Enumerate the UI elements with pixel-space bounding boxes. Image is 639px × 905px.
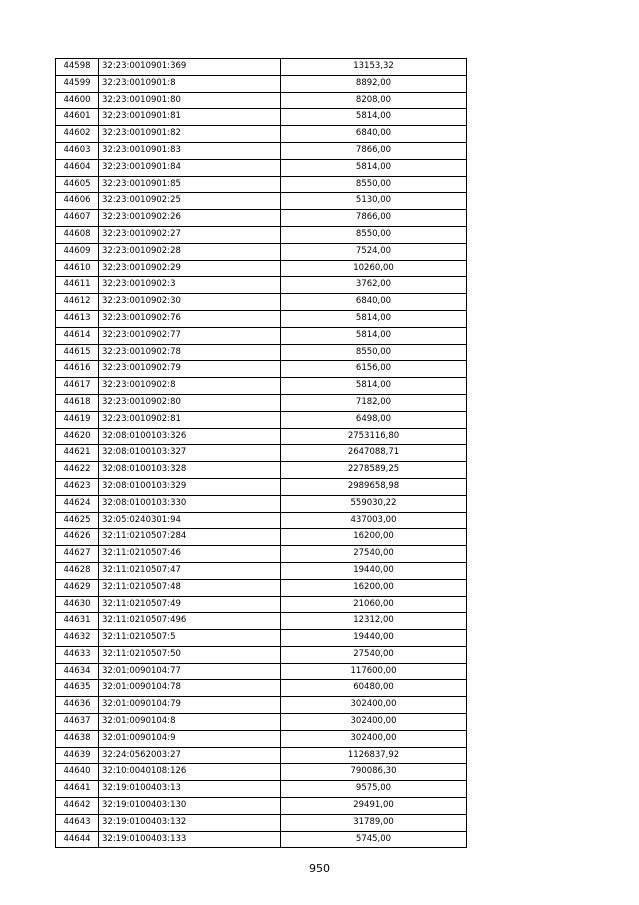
row-number-cell: 44612: [56, 294, 99, 311]
cadastral-value-cell: 790086,30: [281, 764, 467, 781]
cadastral-value-cell: 6840,00: [281, 126, 467, 143]
table-row: [56, 344, 467, 361]
cadastral-number-cell: 32:23:0010901:85: [99, 176, 281, 193]
row-number-cell: 44640: [56, 764, 99, 781]
cadastral-number-cell: 32:19:0100403:133: [99, 831, 281, 848]
cadastral-number-cell: 32:19:0100403:13: [99, 781, 281, 798]
table-row: [56, 378, 467, 395]
row-number-cell: 44625: [56, 512, 99, 529]
row-number-cell: 44643: [56, 814, 99, 831]
cadastral-value-cell: 2989658,98: [281, 478, 467, 495]
cadastral-number-cell: 32:23:0010902:81: [99, 411, 281, 428]
cadastral-value-cell: 302400,00: [281, 697, 467, 714]
table-row: [56, 596, 467, 613]
table-row: [56, 764, 467, 781]
row-number-cell: 44611: [56, 277, 99, 294]
table-row: [56, 210, 467, 227]
cadastral-number-cell: 32:23:0010901:80: [99, 92, 281, 109]
cadastral-number-cell: 32:11:0210507:50: [99, 646, 281, 663]
cadastral-value-cell: 8550,00: [281, 344, 467, 361]
table-row: [56, 680, 467, 697]
table-row: [56, 663, 467, 680]
cadastral-number-cell: 32:01:0090104:78: [99, 680, 281, 697]
table-row: [56, 730, 467, 747]
cadastral-number-cell: 32:23:0010902:8: [99, 378, 281, 395]
cadastral-number-cell: 32:23:0010901:8: [99, 75, 281, 92]
table-row: [56, 529, 467, 546]
table-row: [56, 562, 467, 579]
table-row: [56, 462, 467, 479]
table-row: [56, 294, 467, 311]
cadastral-number-cell: 32:23:0010902:30: [99, 294, 281, 311]
row-number-cell: 44617: [56, 378, 99, 395]
row-number-cell: 44631: [56, 613, 99, 630]
cadastral-number-cell: 32:11:0210507:47: [99, 562, 281, 579]
cadastral-value-cell: 27540,00: [281, 646, 467, 663]
row-number-cell: 44603: [56, 142, 99, 159]
table-row: [56, 714, 467, 731]
cadastral-value-cell: 16200,00: [281, 529, 467, 546]
table-row: [56, 697, 467, 714]
row-number-cell: 44630: [56, 596, 99, 613]
cadastral-number-cell: 32:11:0210507:5: [99, 630, 281, 647]
cadastral-number-cell: 32:23:0010902:80: [99, 394, 281, 411]
cadastral-number-cell: 32:11:0210507:46: [99, 546, 281, 563]
cadastral-number-cell: 32:08:0100103:326: [99, 428, 281, 445]
cadastral-number-cell: 32:23:0010902:28: [99, 243, 281, 260]
table-row: [56, 243, 467, 260]
cadastral-value-cell: 559030,22: [281, 495, 467, 512]
row-number-cell: 44615: [56, 344, 99, 361]
cadastral-number-cell: 32:11:0210507:49: [99, 596, 281, 613]
row-number-cell: 44623: [56, 478, 99, 495]
row-number-cell: 44610: [56, 260, 99, 277]
row-number-cell: 44600: [56, 92, 99, 109]
row-number-cell: 44637: [56, 714, 99, 731]
table-row: [56, 411, 467, 428]
row-number-cell: 44606: [56, 193, 99, 210]
cadastral-number-cell: 32:23:0010901:83: [99, 142, 281, 159]
cadastral-value-cell: 5130,00: [281, 193, 467, 210]
cadastral-value-cell: 6156,00: [281, 361, 467, 378]
cadastral-number-cell: 32:11:0210507:48: [99, 579, 281, 596]
row-number-cell: 44632: [56, 630, 99, 647]
cadastral-value-cell: 12312,00: [281, 613, 467, 630]
table-row: [56, 747, 467, 764]
cadastral-number-cell: 32:01:0090104:79: [99, 697, 281, 714]
cadastral-number-cell: 32:08:0100103:329: [99, 478, 281, 495]
table-row: [56, 59, 467, 76]
table-row: [56, 445, 467, 462]
table-row: [56, 781, 467, 798]
cadastral-number-cell: 32:23:0010902:26: [99, 210, 281, 227]
cadastral-value-cell: 117600,00: [281, 663, 467, 680]
cadastral-number-cell: 32:19:0100403:132: [99, 814, 281, 831]
table-row: [56, 495, 467, 512]
row-number-cell: 44619: [56, 411, 99, 428]
row-number-cell: 44639: [56, 747, 99, 764]
row-number-cell: 44605: [56, 176, 99, 193]
row-number-cell: 44634: [56, 663, 99, 680]
cadastral-value-cell: 6840,00: [281, 294, 467, 311]
table-row: [56, 546, 467, 563]
row-number-cell: 44626: [56, 529, 99, 546]
table-row: [56, 798, 467, 815]
table-row: [56, 92, 467, 109]
row-number-cell: 44616: [56, 361, 99, 378]
table-row: [56, 361, 467, 378]
table-row: [56, 75, 467, 92]
cadastral-value-cell: 13153,32: [281, 59, 467, 76]
table-row: [56, 142, 467, 159]
table-row: [56, 394, 467, 411]
cadastral-number-cell: 32:23:0010902:25: [99, 193, 281, 210]
cadastral-value-cell: 6498,00: [281, 411, 467, 428]
cadastral-value-cell: 5814,00: [281, 327, 467, 344]
cadastral-number-cell: 32:23:0010902:3: [99, 277, 281, 294]
cadastral-value-cell: 2278589,25: [281, 462, 467, 479]
row-number-cell: 44638: [56, 730, 99, 747]
cadastral-value-cell: 7182,00: [281, 394, 467, 411]
row-number-cell: 44602: [56, 126, 99, 143]
cadastral-value-cell: 7524,00: [281, 243, 467, 260]
row-number-cell: 44621: [56, 445, 99, 462]
row-number-cell: 44635: [56, 680, 99, 697]
table-row: [56, 512, 467, 529]
cadastral-value-cell: 8208,00: [281, 92, 467, 109]
cadastral-value-cell: 2647088,71: [281, 445, 467, 462]
table-row: [56, 428, 467, 445]
table-row: [56, 831, 467, 848]
row-number-cell: 44636: [56, 697, 99, 714]
row-number-cell: 44614: [56, 327, 99, 344]
row-number-cell: 44613: [56, 310, 99, 327]
cadastral-value-cell: 5745,00: [281, 831, 467, 848]
table-row: [56, 630, 467, 647]
row-number-cell: 44641: [56, 781, 99, 798]
row-number-cell: 44607: [56, 210, 99, 227]
cadastral-value-cell: 5814,00: [281, 109, 467, 126]
cadastral-number-cell: 32:01:0090104:77: [99, 663, 281, 680]
row-number-cell: 44629: [56, 579, 99, 596]
cadastral-value-cell: 9575,00: [281, 781, 467, 798]
cadastral-number-cell: 32:23:0010902:78: [99, 344, 281, 361]
table-row: [56, 226, 467, 243]
cadastral-number-cell: 32:10:0040108:126: [99, 764, 281, 781]
cadastral-value-cell: 437003,00: [281, 512, 467, 529]
cadastral-number-cell: 32:23:0010902:77: [99, 327, 281, 344]
cadastral-value-table: [55, 58, 467, 848]
table-row: [56, 176, 467, 193]
table-row: [56, 814, 467, 831]
row-number-cell: 44642: [56, 798, 99, 815]
table-row: [56, 109, 467, 126]
cadastral-value-cell: 10260,00: [281, 260, 467, 277]
row-number-cell: 44633: [56, 646, 99, 663]
table-row: [56, 159, 467, 176]
row-number-cell: 44622: [56, 462, 99, 479]
cadastral-value-cell: 3762,00: [281, 277, 467, 294]
cadastral-value-cell: 2753116,80: [281, 428, 467, 445]
row-number-cell: 44599: [56, 75, 99, 92]
cadastral-number-cell: 32:23:0010902:27: [99, 226, 281, 243]
cadastral-number-cell: 32:23:0010901:82: [99, 126, 281, 143]
cadastral-value-cell: 1126837,92: [281, 747, 467, 764]
cadastral-value-cell: 31789,00: [281, 814, 467, 831]
row-number-cell: 44598: [56, 59, 99, 76]
cadastral-number-cell: 32:23:0010902:29: [99, 260, 281, 277]
cadastral-value-cell: 5814,00: [281, 310, 467, 327]
row-number-cell: 44604: [56, 159, 99, 176]
cadastral-value-cell: 302400,00: [281, 730, 467, 747]
table-body: [56, 59, 467, 848]
cadastral-number-cell: 32:08:0100103:327: [99, 445, 281, 462]
row-number-cell: 44624: [56, 495, 99, 512]
page-number: 950: [309, 862, 330, 875]
table-row: [56, 613, 467, 630]
table-row: [56, 277, 467, 294]
row-number-cell: 44628: [56, 562, 99, 579]
table-row: [56, 126, 467, 143]
cadastral-number-cell: 32:23:0010901:84: [99, 159, 281, 176]
row-number-cell: 44601: [56, 109, 99, 126]
cadastral-number-cell: 32:23:0010901:81: [99, 109, 281, 126]
cadastral-value-cell: 60480,00: [281, 680, 467, 697]
cadastral-value-cell: 8550,00: [281, 226, 467, 243]
cadastral-number-cell: 32:08:0100103:328: [99, 462, 281, 479]
cadastral-value-cell: 16200,00: [281, 579, 467, 596]
cadastral-value-cell: 302400,00: [281, 714, 467, 731]
row-number-cell: 44608: [56, 226, 99, 243]
cadastral-value-cell: 8550,00: [281, 176, 467, 193]
row-number-cell: 44627: [56, 546, 99, 563]
table-row: [56, 260, 467, 277]
row-number-cell: 44609: [56, 243, 99, 260]
cadastral-number-cell: 32:19:0100403:130: [99, 798, 281, 815]
cadastral-value-cell: 7866,00: [281, 142, 467, 159]
cadastral-value-cell: 8892,00: [281, 75, 467, 92]
row-number-cell: 44620: [56, 428, 99, 445]
cadastral-value-cell: 5814,00: [281, 378, 467, 395]
table-row: [56, 327, 467, 344]
table-row: [56, 646, 467, 663]
cadastral-number-cell: 32:23:0010901:369: [99, 59, 281, 76]
row-number-cell: 44644: [56, 831, 99, 848]
cadastral-value-cell: 19440,00: [281, 630, 467, 647]
cadastral-number-cell: 32:23:0010902:76: [99, 310, 281, 327]
cadastral-number-cell: 32:01:0090104:8: [99, 714, 281, 731]
cadastral-value-cell: 29491,00: [281, 798, 467, 815]
cadastral-value-cell: 5814,00: [281, 159, 467, 176]
cadastral-value-cell: 19440,00: [281, 562, 467, 579]
cadastral-number-cell: 32:23:0010902:79: [99, 361, 281, 378]
table-row: [56, 193, 467, 210]
cadastral-number-cell: 32:24:0562003:27: [99, 747, 281, 764]
cadastral-number-cell: 32:08:0100103:330: [99, 495, 281, 512]
cadastral-value-cell: 21060,00: [281, 596, 467, 613]
table-row: [56, 478, 467, 495]
cadastral-number-cell: 32:11:0210507:496: [99, 613, 281, 630]
table-row: [56, 310, 467, 327]
row-number-cell: 44618: [56, 394, 99, 411]
cadastral-value-cell: 7866,00: [281, 210, 467, 227]
cadastral-number-cell: 32:05:0240301:94: [99, 512, 281, 529]
cadastral-value-cell: 27540,00: [281, 546, 467, 563]
cadastral-number-cell: 32:11:0210507:284: [99, 529, 281, 546]
cadastral-number-cell: 32:01:0090104:9: [99, 730, 281, 747]
table-row: [56, 579, 467, 596]
